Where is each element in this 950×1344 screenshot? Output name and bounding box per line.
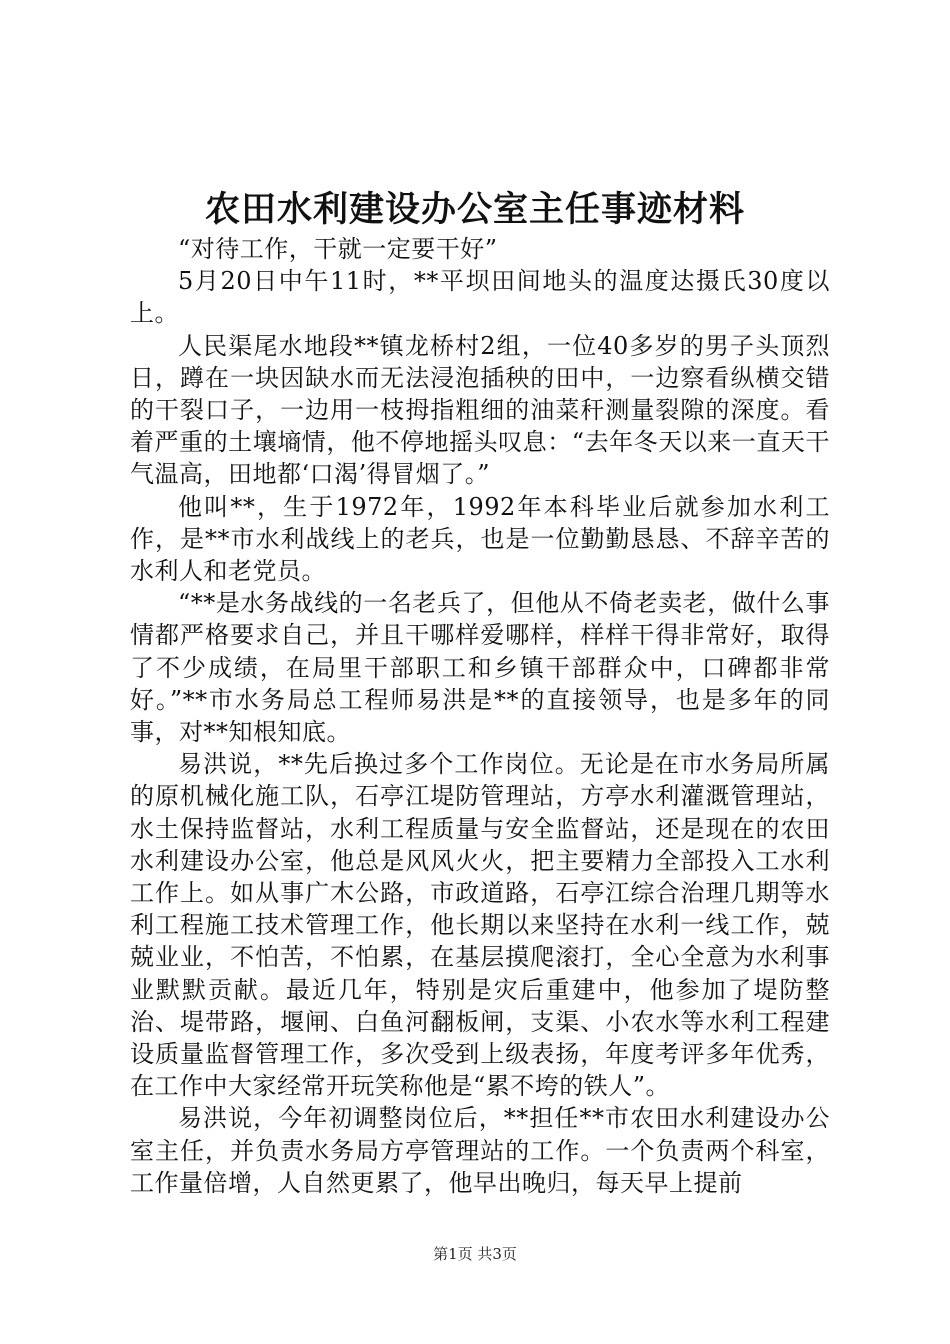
- page-number-footer: 第1页 共3页: [433, 1245, 517, 1263]
- paragraph: 5月20日中午11时，**平坝田间地头的温度达摄氏30度以上。: [130, 267, 830, 328]
- document-title: 农田水利建设办公室主任事迹材料: [204, 189, 745, 230]
- paragraph: 人民渠尾水地段**镇龙桥村2组，一位40多岁的男子头顶烈日，蹲在一块因缺水而无法浸泡插秧的田中，一边察看纵横交错的干裂口子，一边用一枝拇指粗细的油菜秆测量裂隙的深度。看着严重的土壤墒情，他不停地摇头叹息：“去年冬天以来一直天干气温高，田地都‘口渴’得冒烟了。”: [130, 331, 830, 489]
- paragraph: “对待工作，干就一定要干好”: [178, 235, 498, 263]
- paragraph: 易洪说，今年初调整岗位后，**担任**市农田水利建设办公室主任，并负责水务局方亭管理站的工作。一个负责两个科室，工作量倍增，人自然更累了，他早出晚归，每天早上提前: [130, 1104, 830, 1197]
- document-body: [130, 233, 830, 1199]
- paragraph: “**是水务战线的一名老兵了，但他从不倚老卖老，做什么事情都严格要求自己，并且干哪样爱哪样，样样干得非常好，取得了不少成绩，在局里干部职工和乡镇干部群众中，口碑都非常好。”**市水务局总工程师易洪是**的直接领导，也是多年的同事，对**知根知底。: [130, 589, 830, 747]
- paragraph: 他叫**，生于1972年，1992年本科毕业后就参加水利工作，是**市水利战线上的老兵，也是一位勤勤恳恳、不辞辛苦的水利人和老党员。: [130, 492, 830, 586]
- paragraph: 易洪说，**先后换过多个工作岗位。无论是在市水务局所属的原机械化施工队，石亭江堤防管理站，方亭水利灌溉管理站，水土保持监督站，水利工程质量与安全监督站，还是现在的农田水利建设办公室，他总是风风火火，把主要精力全部投入工水利工作上。如从事广木公路，市政道路，石亭江综合治理几期等水利工程施工技术管理工作，他长期以来坚持在水利一线工作，兢兢业业，不怕苦，不怕累，在基层摸爬滚打，全心全意为水利事业默默贡献。最近几年，特别是灾后重建中，他参加了堤防整治、堤带路，堰闸、白鱼河翻板闸，支渠、小农水等水利工程建设质量监督管理工作，多次受到上级表扬，年度考评多年优秀，在工作中大家经常开玩笑称他是“累不垮的铁人”。: [130, 750, 830, 1101]
